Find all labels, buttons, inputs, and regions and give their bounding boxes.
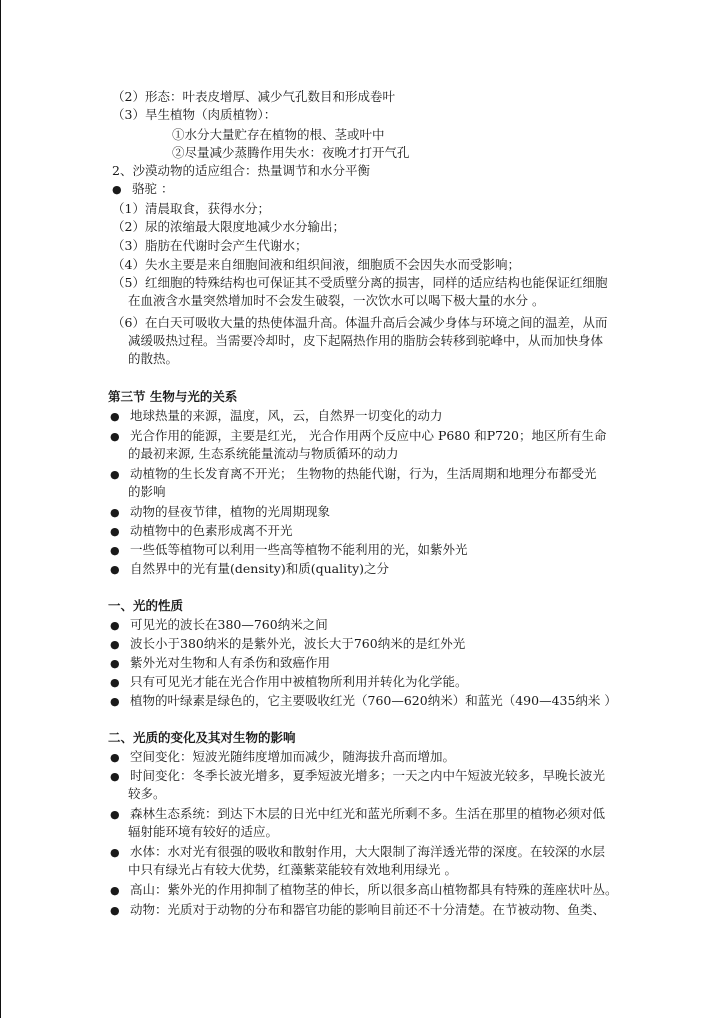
bullet-icon: ● [110, 430, 120, 443]
line-text: （2）形态：叶表皮增厚、减少气孔数目和形成卷叶 [112, 89, 395, 104]
line-text: （5）红细胞的特殊结构也可保证其不受质壁分离的损害，同样的适应结构也能保证红细胞 [112, 275, 608, 290]
para-line [112, 237, 307, 255]
section-heading [108, 729, 296, 747]
bullet-icon: ● [110, 904, 120, 917]
bullet-item [110, 465, 596, 484]
line-text: 2、沙漠动物的适应组合：热量调节和水分平衡 [112, 163, 370, 178]
line-text: 植物的叶绿素是绿色的，它主要吸收红光（760—620纳米）和蓝光（490—435纳米 ） [130, 693, 617, 708]
para-line [112, 256, 520, 274]
line-text: 紫外光对生物和人有杀伤和致癌作用 [130, 655, 331, 670]
bullet-icon: ● [110, 638, 120, 651]
bullet-item [110, 654, 330, 673]
line-text: （3）脂肪在代谢时会产生代谢水； [112, 238, 308, 253]
line-text: 动物的昼夜节律，植物的光周期现象 [130, 504, 331, 519]
page-left-edge [0, 0, 1, 1018]
line-text: 的散热。 [128, 351, 179, 366]
line-text: ②尽量减少蒸腾作用失水：夜晚才打开气孔 [172, 145, 410, 160]
para-line [128, 350, 178, 368]
line-text: 一、光的性质 [108, 598, 184, 613]
line-text: ①水分大量贮存在植物的根、茎或叶中 [172, 127, 385, 142]
bullet-icon: ● [110, 751, 120, 764]
para-line [172, 144, 410, 162]
para-line [128, 332, 603, 350]
bullet-icon: ● [110, 410, 120, 423]
bullet-item [110, 503, 330, 522]
line-text: 可见光的波长在380—760纳米之间 [130, 617, 328, 632]
bullet-icon: ● [110, 846, 120, 859]
para-line [112, 106, 276, 124]
para-line [112, 88, 395, 106]
line-text: 地球热量的来源，温度，风，云，自然界一切变化的动力 [130, 408, 443, 423]
bullet-item [110, 560, 389, 579]
line-text: 骆驼 ： [132, 181, 174, 196]
bullet-item [110, 843, 605, 862]
line-text: 光合作用的能源，主要是红光， 光合作用两个反应中心 P680 和P720；地区所有生命 [130, 428, 607, 443]
para-line [128, 785, 166, 803]
line-text: 一些低等植物可以利用一些高等植物不能利用的光，如紫外光 [130, 542, 468, 557]
bullet-icon: ● [110, 544, 120, 557]
line-text: 较多。 [128, 786, 166, 801]
bullet-item [110, 616, 328, 635]
bullet-item [110, 901, 605, 920]
bullet-item [110, 805, 605, 824]
bullet-item [110, 767, 605, 786]
bullet-icon: ● [110, 884, 120, 897]
para-line [112, 200, 270, 218]
para-line [128, 483, 166, 501]
bullet-icon: ● [110, 657, 120, 670]
para-line [128, 861, 457, 879]
bullet-icon: ● [110, 563, 120, 576]
para-line [128, 445, 398, 463]
line-text: （6）在白天可吸收大量的热使体温升高。体温升高后会减少身体与环境之间的温差，从而 [112, 315, 608, 330]
bullet-icon: ● [110, 468, 120, 481]
line-text: 只有可见光才能在光合作用中被植物所利用并转化为化学能。 [130, 674, 468, 689]
line-text: 动物：光质对于动物的分布和器官功能的影响目前还不十分清楚。在节被动物、鱼类、 [130, 902, 606, 917]
section-heading [108, 388, 237, 406]
bullet-icon: ● [112, 183, 122, 196]
line-text: （4）失水主要是来自细胞间液和组织间液，细胞质不会因失水而受影响； [112, 257, 520, 272]
line-text: 森林生态系统：到达下木层的日光中红光和蓝光所剩不多。生活在那里的植物必须对低 [130, 806, 606, 821]
para-line [172, 126, 385, 144]
line-text: （3）旱生植物（肉质植物）： [112, 107, 277, 122]
para-line [128, 292, 544, 310]
line-text: 的最初来源, 生态系统能量流动与物质循环的动力 [128, 446, 399, 461]
line-text: 二、光质的变化及其对生物的影响 [108, 730, 296, 745]
bullet-item [112, 180, 173, 199]
bullet-item [110, 427, 606, 446]
bullet-item [110, 635, 465, 654]
line-text: 减缓吸热过程。当需要冷却时，皮下起隔热作用的脂肪会转移到驼峰中，从而加快身体 [128, 333, 604, 348]
bullet-icon: ● [110, 676, 120, 689]
bullet-icon: ● [110, 506, 120, 519]
bullet-icon: ● [110, 770, 120, 783]
line-text: 波长小于380纳米的是紫外光，波长大于760纳米的是红外光 [130, 636, 466, 651]
bullet-icon: ● [110, 619, 120, 632]
line-text: 时间变化：冬季长波光增多，夏季短波光增多；一天之内中午短波光较多，早晚长波光 [130, 768, 606, 783]
bullet-item [110, 673, 468, 692]
line-text: 的影响 [128, 484, 166, 499]
line-text: 自然界中的光有量(density)和质(quality)之分 [130, 561, 390, 576]
bullet-item [110, 692, 617, 711]
line-text: 高山：紫外光的作用抑制了植物茎的伸长，所以很多高山植物都具有特殊的莲座状叶丛。 [130, 882, 618, 897]
bullet-item [110, 407, 443, 426]
section-heading [108, 597, 183, 615]
line-text: 动植物中的色素形成离不开光 [130, 523, 293, 538]
para-line [112, 162, 370, 180]
line-text: 动植物的生长发育离不开光； 生物物的热能代谢，行为，生活周期和地理分布都受光 [130, 466, 597, 481]
para-line [112, 274, 607, 292]
line-text: （1）清晨取食，获得水分； [112, 201, 270, 216]
bullet-icon: ● [110, 525, 120, 538]
bullet-icon: ● [110, 808, 120, 821]
para-line [112, 314, 607, 332]
bullet-icon: ● [110, 695, 120, 708]
line-text: 在血液含水量突然增加时不会发生破裂，一次饮水可以喝下极大量的水分 。 [128, 293, 545, 308]
line-text: 辐射能环境有较好的适应。 [128, 824, 279, 839]
line-text: 中只有绿光占有较大优势，红藻紫菜能较有效地利用绿光 。 [128, 862, 457, 877]
line-text: 第三节 生物与光的关系 [108, 389, 238, 404]
line-text: （2）尿的浓缩最大限度地减少水分输出； [112, 219, 345, 234]
bullet-item [110, 881, 618, 900]
bullet-item [110, 522, 293, 541]
line-text: 水体：水对光有很强的吸收和散射作用，大大限制了海洋透光带的深度。在较深的水层 [130, 844, 606, 859]
bullet-item [110, 541, 468, 560]
bullet-item [110, 748, 455, 767]
line-text: 空间变化：短波光随纬度增加而减少，随海拔升高而增加。 [130, 749, 456, 764]
para-line [112, 218, 345, 236]
para-line [128, 823, 278, 841]
